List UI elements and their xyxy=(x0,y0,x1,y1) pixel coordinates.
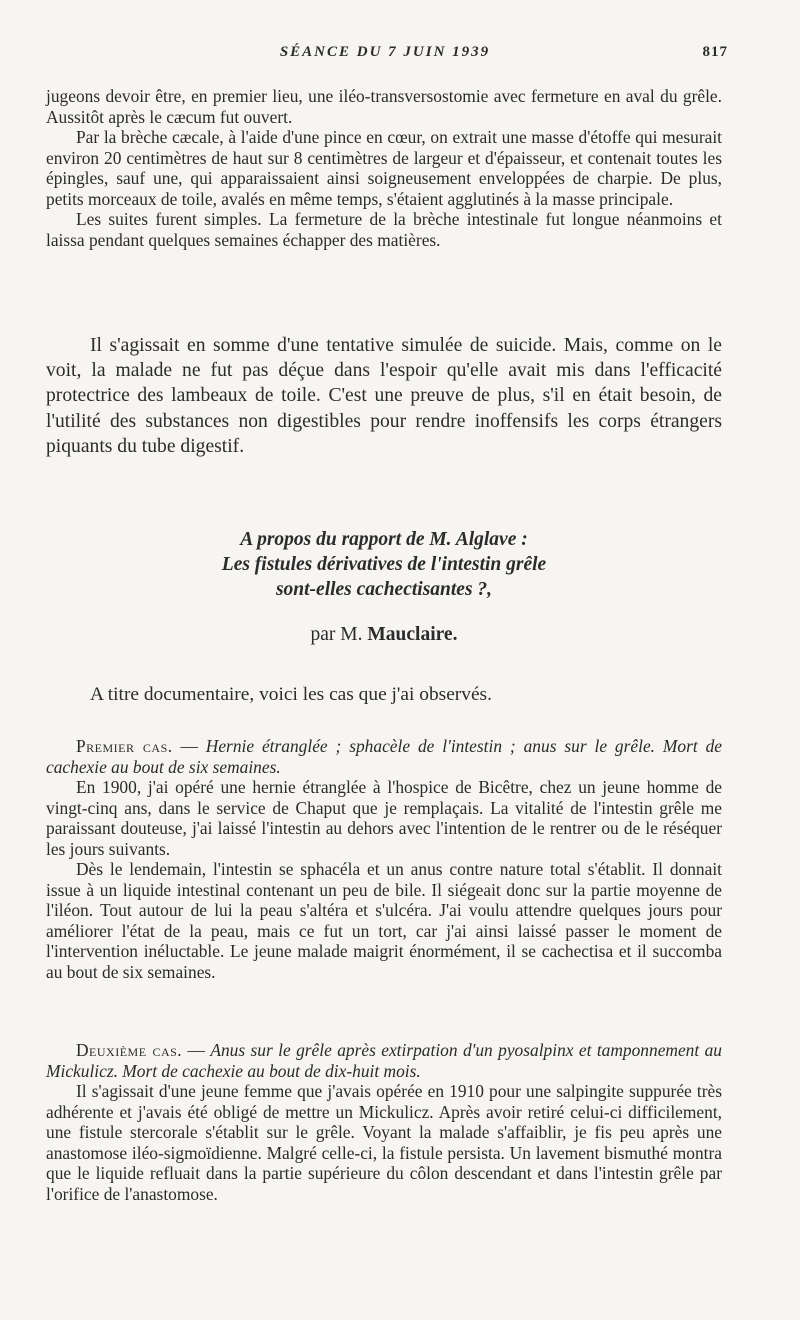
case-title: Hernie étranglée ; sphacèle de l'intestin ; anus sur le grêle. Mort de cachexie au bout de six semaines. xyxy=(46,736,722,777)
byline xyxy=(46,624,722,646)
case-label: Deuxième cas. xyxy=(76,1040,183,1060)
paragraph: Il s'agissait en somme d'une tentative simulée de suicide. Mais, comme on le voit, la malade ne fut pas déçue dans l'espoir qu'elle avait mis dans l'efficacité protectrice des lambeaux de toile. C'est une preuve de plus, s'il en était besoin, de l'utilité des substances non digestibles pour rendre inoffensifs les corps étrangers piquants du tube digestif. xyxy=(46,335,722,457)
author-name: Mauclaire. xyxy=(367,624,458,645)
case-heading xyxy=(46,736,722,777)
paragraph: Les suites furent simples. La fermeture de la brèche intestinale fut longue néanmoins et laissa pendant quelques semaines échapper des matières. xyxy=(46,209,722,250)
case-title: Anus sur le grêle après extirpation d'un pyosalpinx et tamponnement au Mickulicz. Mort de cachexie au bout de dix-huit mois. xyxy=(46,1040,722,1081)
case-dash: — xyxy=(182,1040,211,1060)
paragraph: Dès le lendemain, l'intestin se sphacéla et un anus contre nature total s'établit. Il donnait issue à un liquide intestinal contenant un peu de bile. Il siégeait donc sur la partie moyenne de l'iléon. Tout autour de lui la peau s'altéra et s'ulcéra. J'ai voulu attendre quelques jours pour améliorer l'état de la peau, mais ce fut un tort, car j'ai ainsi laissé passer le moment de l'intervention inéluctable. Le jeune malade maigrit énormément, il se cachectisa et il succomba au bout de six semaines. xyxy=(46,859,722,982)
intro-text: A titre documentaire, voici les cas que j'ai observés. xyxy=(90,684,492,705)
title-line: Les fistules dérivatives de l'intestin grêle xyxy=(221,554,547,575)
title-line: A propos du rapport de M. Alglave : xyxy=(240,529,528,550)
conclusion-block xyxy=(46,333,722,459)
article-title xyxy=(46,527,722,602)
case-2 xyxy=(46,1040,722,1204)
title-line: sont-elles cachectisantes ?, xyxy=(275,579,493,600)
page-number: 817 xyxy=(702,44,728,60)
case-dash: — xyxy=(172,736,206,756)
running-header xyxy=(46,44,728,61)
byline-prefix: par M. xyxy=(310,624,363,645)
paragraph: Par la brèche cæcale, à l'aide d'une pince en cœur, on extrait une masse d'étoffe qui mesurait environ 20 centimètres de haut sur 8 centimètres de largeur et d'épaisseur, et contenait toutes les épingles, sauf une, qui apparaissaient ainsi soigneusement enveloppées de charpie. De plus, petits morceaux de toile, avalés en même temps, s'étaient agglutinés à la masse principale. xyxy=(46,127,722,209)
case-label: Premier cas. xyxy=(76,736,173,756)
paragraph: Il s'agissait d'une jeune femme que j'avais opérée en 1910 pour une salpingite suppurée très adhérente et j'avais été obligé de mettre un Mickulicz. Après avoir retiré celui-ci difficilement, une fistule stercorale s'établit sur le grêle. Voyant la malade s'affaiblir, je fis peu après une anastomose iléo-sigmoïdienne. Malgré celle-ci, la fistule persista. Un lavement bismuthé montra que le liquide refluait dans la partie supérieure du côlon descendant et dans l'intestin grêle par l'orifice de l'anastomose. xyxy=(46,1081,722,1204)
case-heading xyxy=(46,1040,722,1081)
case-1 xyxy=(46,736,722,982)
top-text-block xyxy=(46,86,722,250)
header-title: SÉANCE DU 7 JUIN 1939 xyxy=(279,44,491,60)
paragraph: jugeons devoir être, en premier lieu, une iléo-transversostomie avec fermeture en aval du grêle. Aussitôt après le cæcum fut ouvert. xyxy=(46,86,722,127)
paragraph: En 1900, j'ai opéré une hernie étranglée à l'hospice de Bicêtre, chez un jeune homme de vingt-cinq ans, dans le service de Chaput que je remplaçais. La vitalité de l'intestin grêle me paraissant douteuse, j'ai laissé l'intestin au dehors avec l'intention de le rentrer ou de le réséquer les jours suivants. xyxy=(46,777,722,859)
